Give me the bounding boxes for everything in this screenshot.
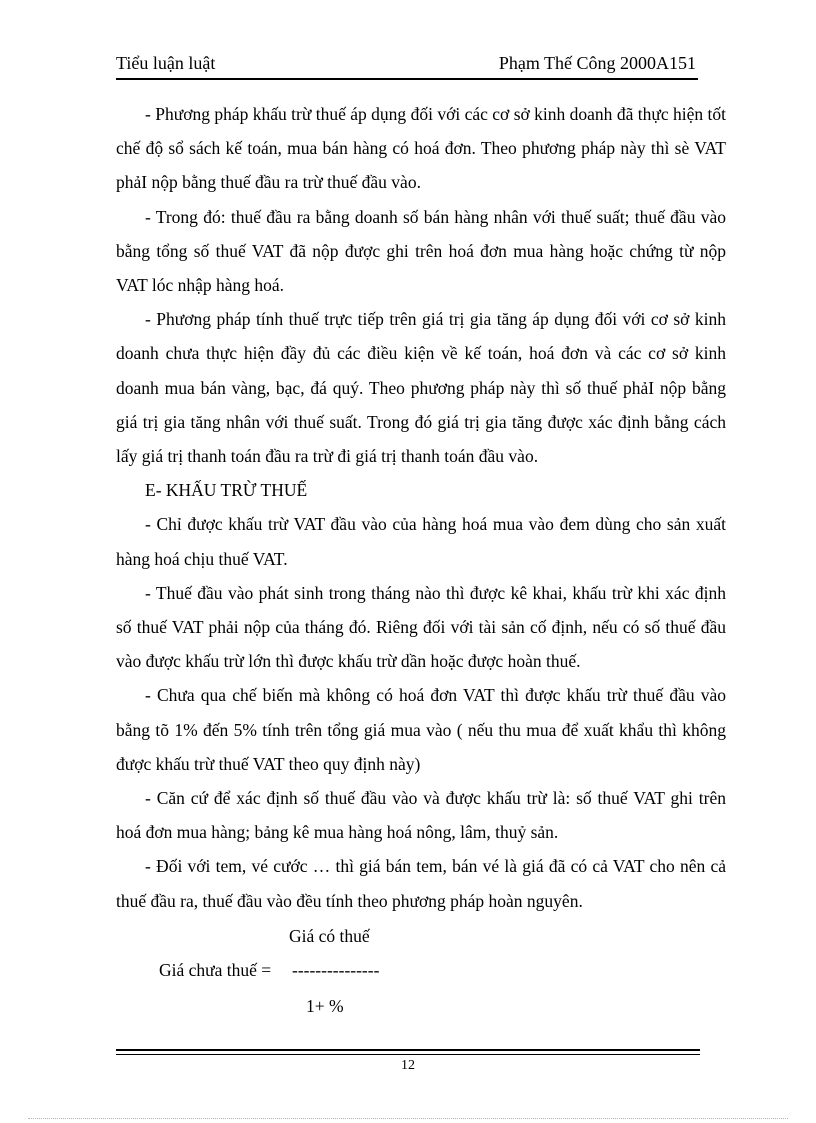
formula-numerator: Giá có thuế — [289, 926, 370, 946]
page-number: 12 — [401, 1058, 415, 1073]
paragraph: - Trong đó: thuế đầu ra bằng doanh số bán hàng nhân với thuế suất; thuế đầu vào bằng tổng số thuế VAT đã nộp được ghi trên hoá đơn mua hàng hoặc chứng từ nộp VAT lóc nhập hàng hoá. — [116, 206, 726, 296]
formula-fraction-bar: --------------- — [292, 960, 380, 980]
paragraph: - Chưa qua chế biến mà không có hoá đơn VAT thì được khấu trừ thuế đầu vào bằng tõ 1% đến 5% tính trên tổng giá mua vào ( nếu thu mua để xuất khẩu thì không được khấu trừ thuế VAT theo quy định này) — [116, 685, 726, 774]
paragraph: - Đối với tem, vé cước … thì giá bán tem, bán vé là giá đã có cả VAT cho nên cả thuế đầu ra, thuế đầu vào đều tính theo phương pháp hoàn nguyên. — [116, 856, 726, 911]
formula-left-side: Giá chưa thuế = — [159, 960, 272, 980]
page-bottom-border — [28, 1118, 788, 1119]
footer-rule-thin — [116, 1054, 700, 1055]
header-author: Phạm Thế Công 2000A151 — [498, 53, 696, 73]
section-heading: E- KHẤU TRỪ THUẾ — [145, 480, 308, 501]
header-title: Tiểu luận luật — [116, 53, 216, 73]
footer-rule — [116, 1049, 700, 1051]
paragraph: - Thuế đầu vào phát sinh trong tháng nào thì được kê khai, khấu trừ khi xác định số thuế VAT phải nộp của tháng đó. Riêng đối với tài sản cố định, nếu có số thuế đầu vào được khấu trừ lớn thì được khấu trừ dần hoặc được hoàn thuế. — [116, 582, 726, 672]
page-header — [116, 50, 698, 80]
formula-denominator: 1+ % — [306, 996, 344, 1016]
paragraph: - Chỉ được khấu trừ VAT đầu vào của hàng hoá mua vào đem dùng cho sản xuất hàng hoá chịu thuế VAT. — [116, 514, 726, 569]
paragraph: - Phương pháp khấu trừ thuế áp dụng đối với các cơ sở kinh doanh đã thực hiện tốt chế độ sổ sách kế toán, mua bán hàng có hoá đơn. Theo phương pháp này thì sè VAT phảI nộp bằng thuế đầu ra trừ thuế đầu vào. — [116, 104, 726, 193]
document-body — [116, 97, 726, 918]
paragraph: - Căn cứ để xác định số thuế đầu vào và được khấu trừ là: số thuế VAT ghi trên hoá đơn mua hàng; bảng kê mua hàng hoá nông, lâm, thuỷ sản. — [116, 788, 726, 843]
paragraph: - Phương pháp tính thuế trực tiếp trên giá trị gia tăng áp dụng đối với cơ sở kinh doanh chưa thực hiện đầy đủ các điều kiện về kế toán, hoá đơn và các cơ sở kinh doanh mua bán vàng, bạc, đá quý. Theo phương pháp này thì số thuế phảI nộp bằng giá trị gia tăng nhân với thuế suất. Trong đó giá trị gia tăng được xác định bằng cách lấy giá trị thanh toán đầu ra trừ đi giá trị thanh toán đầu vào. — [116, 309, 726, 467]
